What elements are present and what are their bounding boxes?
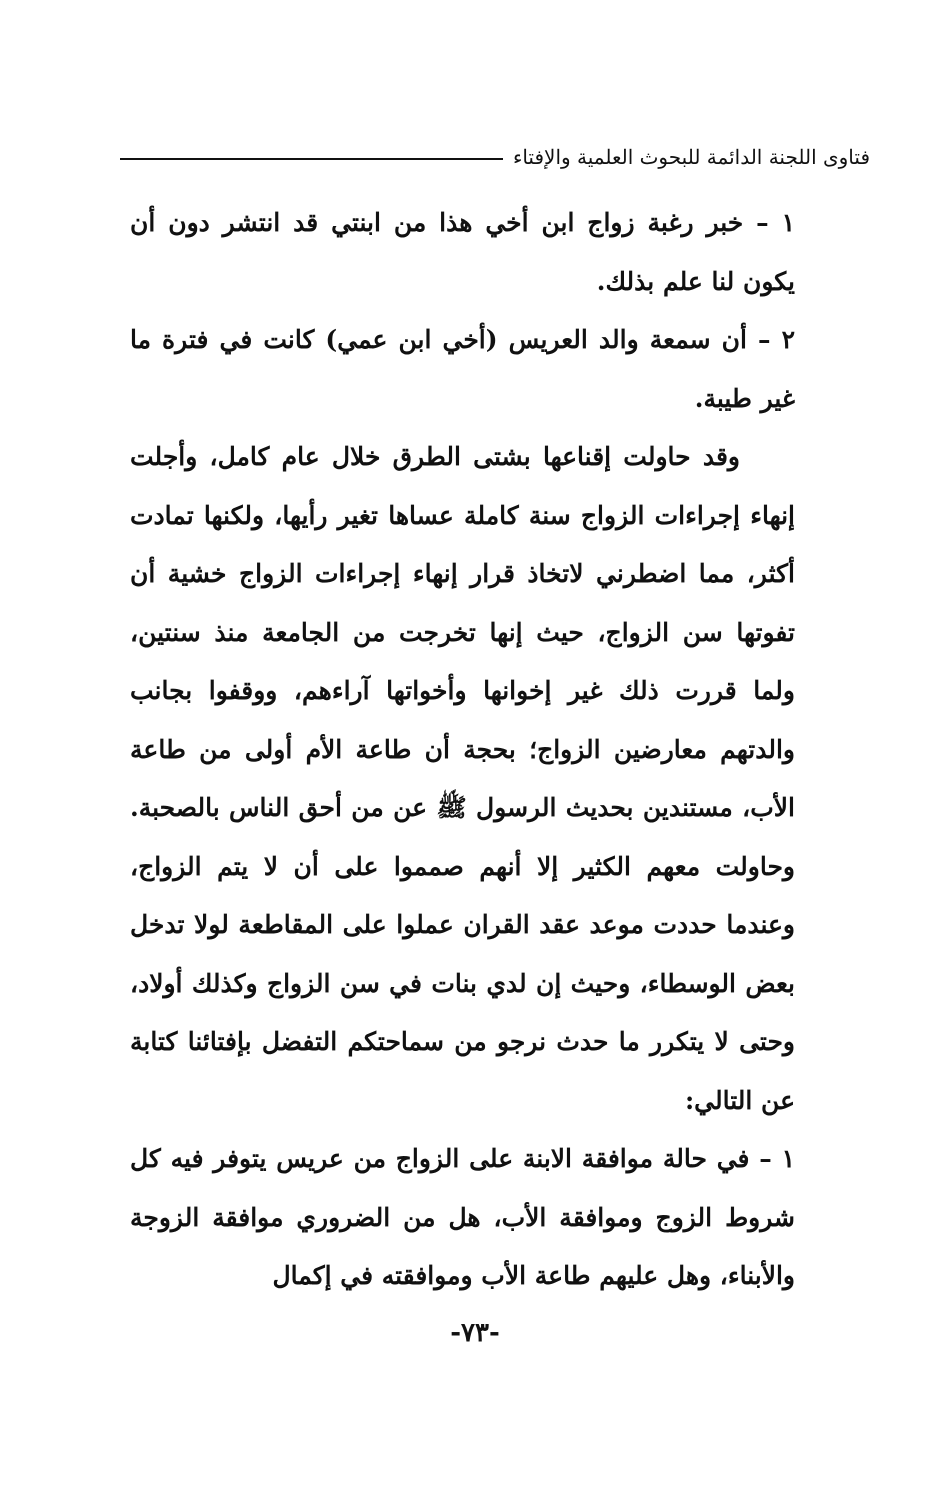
page-number: -٧٣-: [450, 1318, 500, 1348]
running-header: [120, 140, 870, 174]
paragraph-main: وقد حاولت إقناعها بشتى الطرق خلال عام كامل، وأجلت إنهاء إجراءات الزواج سنة كاملة عساها تغير رأيها، ولكنها تمادت أكثر، مما اضطرني لاتخاذ قرار إنهاء إجراءات الزواج خشية أن تفوتها سن الزواج، حيث إنها تخرجت من الجامعة منذ سنتين، ولما قررت ذلك غير إخوانها وأخواتها آراءهم، ووقفوا بجانب والدتهم معارضين الزواج؛ بحجة أن طاعة الأم أولى من طاعة الأب، مستندين بحديث الرسول ﷺ عن من أحق الناس بالصحبة. وحاولت معهم الكثير إلا أنهم صمموا على أن لا يتم الزواج، وعندما حددت موعد عقد القران عملوا على المقاطعة لولا تدخل بعض الوسطاء، وحيث إن لدي بنات في سن الزواج وكذلك أولاد، وحتى لا يتكرر ما حدث نرجو من سماحتكم التفضل بإفتائنا كتابة عن التالي:: [130, 442, 795, 1115]
body-text: [130, 194, 795, 1306]
header-rule: [120, 158, 503, 160]
paragraph-point-2: ٢ – أن سمعة والد العريس (أخي ابن عمي) كانت في فترة ما غير طيبة.: [130, 325, 795, 413]
header-title: فتاوى اللجنة الدائمة للبحوث العلمية والإفتاء: [512, 145, 870, 169]
paragraph-question-1: ١ – في حالة موافقة الابنة على الزواج من عريس يتوفر فيه كل شروط الزوج وموافقة الأب، هل من الضروري موافقة الزوجة والأبناء، وهل عليهم طاعة الأب وموافقته في إكمال: [130, 1144, 795, 1290]
paragraph-point-1: ١ – خبر رغبة زواج ابن أخي هذا من ابنتي قد انتشر دون أن يكون لنا علم بذلك.: [130, 208, 795, 296]
